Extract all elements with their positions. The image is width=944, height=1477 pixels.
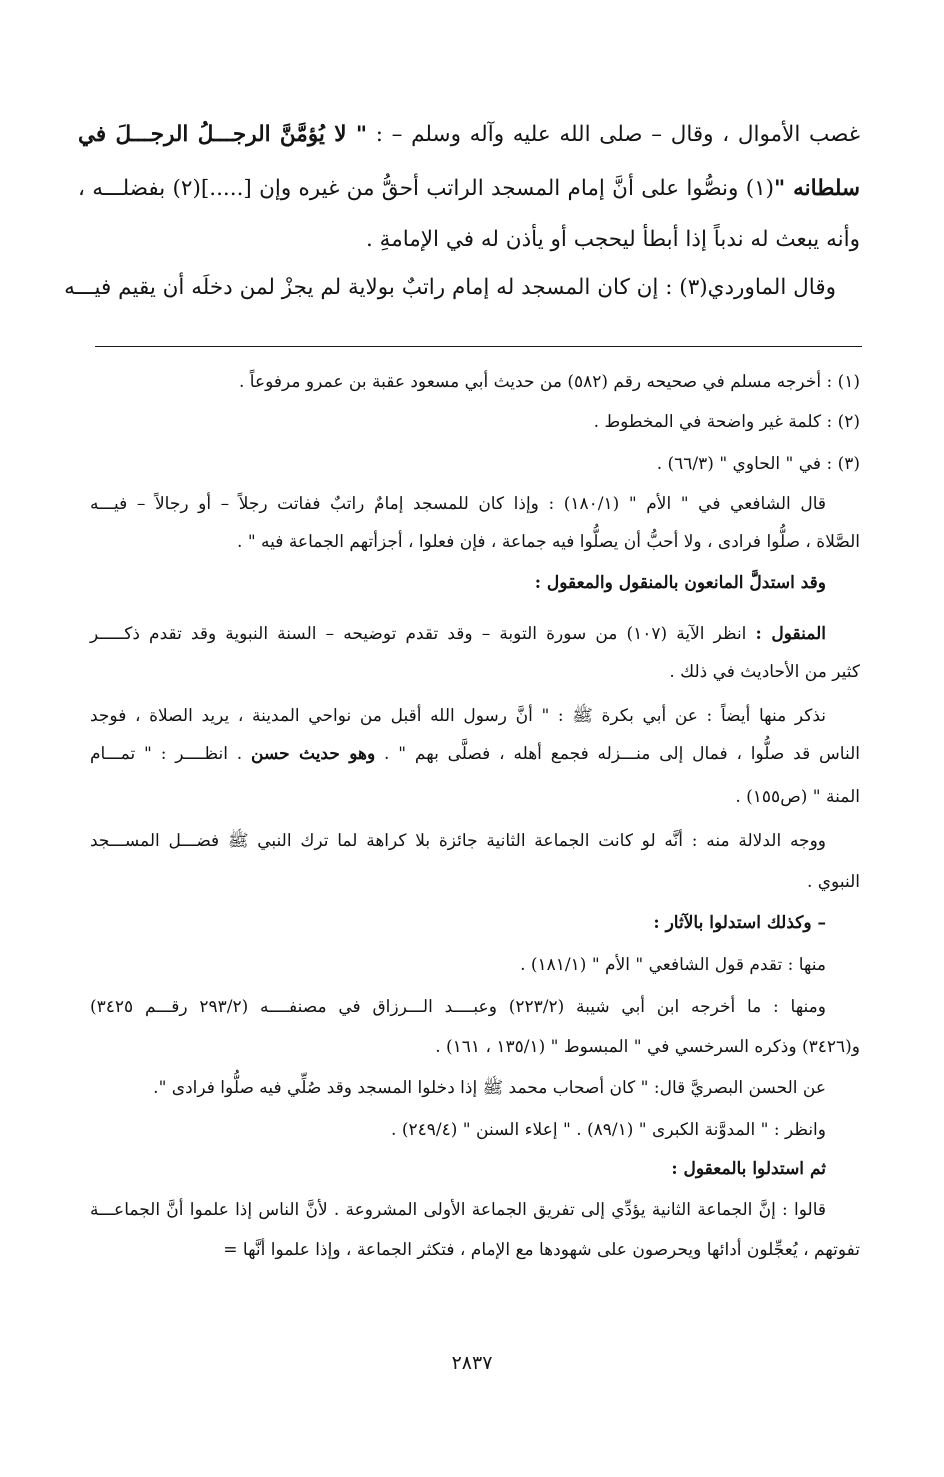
- main-text-segment: (١) ونصُّوا على أنَّ إمام المسجد الراتب أحقُّ من غيره وإن [.....](٢) بفضلـــه ،: [78, 176, 775, 201]
- footnote-paragraph-line: و(٣٤٢٦) وذكره السرخسي في " المبسوط " (١٣٥/١ ، ١٦١) .: [435, 1037, 860, 1057]
- footnote-paragraph-line: [90, 740, 860, 768]
- hadith-quote-bold: " لا يُؤمَّنَّ الرجـــلُ الرجـــلَ في: [78, 122, 368, 147]
- footnote-text-segment: انظر الآية (١٠٧) من سورة التوبة – وقد تقدم توضيحه – السنة النبوية وقد تقدم ذكـــــر: [90, 624, 756, 644]
- main-text-line-2: [78, 171, 860, 207]
- footnote-paragraph-line: قالوا : إنَّ الجماعة الثانية يؤدِّي إلى تفريق الجماعة الأولى المشروعة . لأنَّ الناس إذا علموا أنَّ الجماعـــة: [90, 1200, 826, 1220]
- footnote-heading: وقد استدلَّ المانعون بالمنقول والمعقول :: [534, 573, 826, 593]
- main-text-line-3: وأنه يبعث له ندباً إذا أبطأ ليحجب أو يأذن له في الإمامةِ .: [366, 227, 860, 252]
- footnote-paragraph-line: قال الشافعي في " الأم " (١٨٠/١) : وإذا كان للمسجد إمامٌ راتبٌ ففاتت رجلاً – أو رجالاً – فيـــه: [90, 494, 826, 514]
- footnote-text-segment: . انظــــر : " تمـــام: [90, 744, 252, 764]
- footnote-label-bold: المنقول :: [755, 624, 826, 644]
- footnote-text-segment: الناس قد صلُّوا ، فمال إلى منـــزله فجمع أهله ، فصلَّى بهم " .: [375, 744, 861, 764]
- footnote-1: (١) : أخرجه مسلم في صحيحه رقم (٥٨٢) من حديث أبي مسعود عقبة بن عمرو مرفوعاً .: [239, 372, 860, 392]
- footnote-3: (٣) : في " الحاوي " (٦٦/٣) .: [656, 454, 860, 474]
- page-number: ٢٨٣٧: [451, 1352, 493, 1374]
- footnote-paragraph-line: النبوي .: [806, 872, 860, 892]
- footnote-divider: [95, 346, 862, 347]
- footnote-paragraph-line: عن الحسن البصريَّ قال: " كان أصحاب محمد ﷺ إذا دخلوا المسجد وقد صُلِّي فيه صلُّوا فرادى ".: [153, 1078, 826, 1098]
- main-text-segment: غصب الأموال ، وقال – صلى الله عليه وآله وسلم – :: [367, 122, 860, 147]
- hadith-quote-bold-end: سلطانه ": [774, 176, 860, 201]
- main-text-line-1: [78, 117, 860, 153]
- footnote-heading: – وكذلك استدلوا بالآثار :: [653, 913, 826, 933]
- footnote-paragraph-line: كثير من الأحاديث في ذلك .: [669, 662, 860, 682]
- footnote-paragraph-line: وانظر : " المدوَّنة الكبرى " (٨٩/١) . " إعلاء السنن " (٢٤٩/٤) .: [391, 1120, 826, 1140]
- footnote-paragraph-line: ووجه الدلالة منه : أنَّه لو كانت الجماعة الثانية جائزة بلا كراهة لما ترك النبي ﷺ فضـــل المســـجد: [90, 831, 826, 851]
- footnote-2: (٢) : كلمة غير واضحة في المخطوط .: [593, 412, 860, 432]
- main-text-line-4: وقال الماوردي(٣) : إن كان المسجد له إمام راتبٌ بولاية لم يجزْ لمن دخلَه أن يقيم فيـــه: [64, 275, 836, 300]
- footnote-text-bold: وهو حديث حسن: [251, 744, 376, 764]
- footnote-paragraph-line: منها : تقدم قول الشافعي " الأم " (١٨١/١) .: [520, 955, 826, 975]
- footnote-heading: ثم استدلوا بالمعقول :: [671, 1159, 826, 1179]
- footnote-paragraph-line: [90, 620, 826, 648]
- footnote-paragraph-line: ومنها : ما أخرجه ابن أبي شيبة (٢٢٣/٢) وعبــــد الـــرزاق في مصنفــــه (٢٩٣/٢ رقـــم ٣٤٢٥): [90, 997, 827, 1017]
- footnote-paragraph-line: الصَّلاة ، صلُّوا فرادى ، ولا أحبُّ أن يصلُّوا فيه جماعة ، فإن فعلوا ، أجزأتهم الجماعة فيه " .: [237, 532, 860, 552]
- footnote-paragraph-line: المنة " (ص١٥٥) .: [735, 787, 860, 807]
- footnote-paragraph-line: نذكر منها أيضاً : عن أبي بكرة ﷺ : " أنَّ رسول الله أقبل من نواحي المدينة ، يريد الصلاة ، فوجد: [90, 706, 826, 726]
- footnote-paragraph-line: تفوتهم ، يُعجِّلون أدائها ويحرصون على شهودها مع الإمام ، فتكثر الجماعة ، وإذا علموا أنَّها =: [223, 1240, 860, 1260]
